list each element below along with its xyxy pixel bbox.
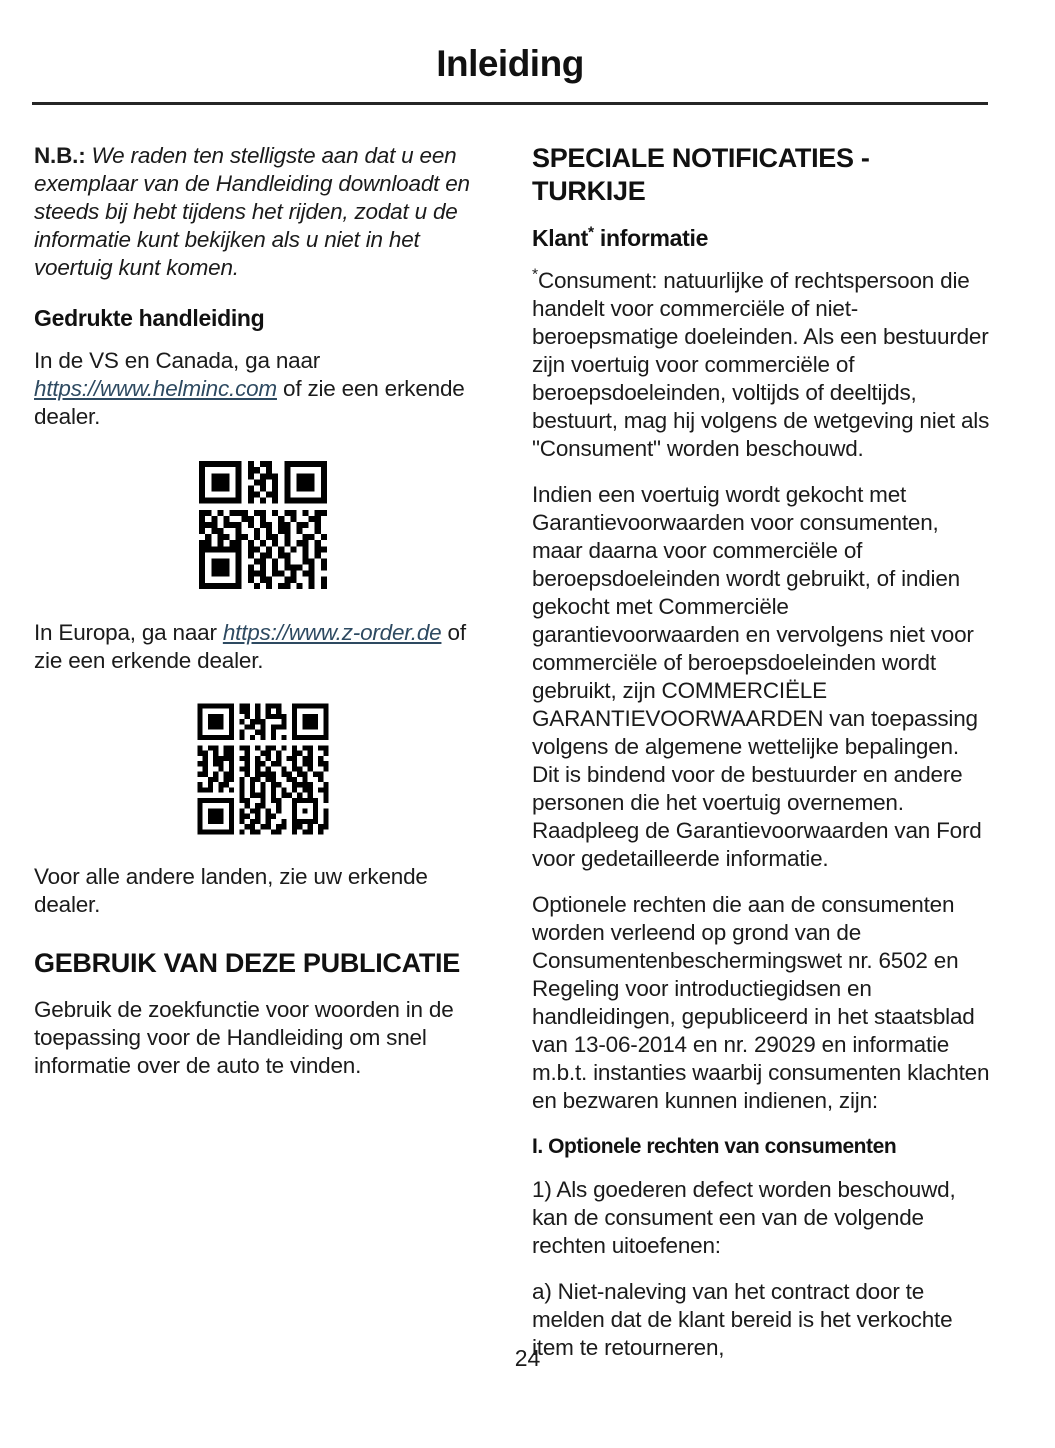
us-canada-text-before: In de VS en Canada, ga naar	[34, 348, 321, 373]
content-columns	[34, 142, 990, 1380]
customer-info-heading-before: Klant	[532, 225, 589, 251]
page-title: Inleiding	[436, 43, 584, 84]
special-notices-heading: SPECIALE NOTIFICATIES - TURKIJE	[532, 143, 870, 206]
qr-code-helminc-icon	[187, 449, 339, 601]
europe-text-after: of zie een erkende dealer.	[34, 620, 466, 673]
optional-rights-paragraph: Optionele rechten die aan de consumenten worden verleend op grond van de Consumentenbeschermingswet nr. 6502 en Regeling voor introductiegidsen en handleidingen, gepubliceerd in het staatsblad van 13-06-2014 en nr. 29029 en informatie m.b.t. instanties waarbij consumenten klachten en bezwaren kunnen indienen, zijn:	[532, 892, 990, 1113]
asterisk-marker: *	[588, 224, 594, 242]
asterisk-footnote-marker: *	[532, 266, 538, 284]
other-countries-paragraph: Voor alle andere landen, zie uw erkende dealer.	[34, 864, 428, 917]
z-order-link[interactable]: https://www.z-order.de	[222, 620, 442, 645]
qr-code-helminc-container	[34, 449, 492, 601]
usage-heading: GEBRUIK VAN DEZE PUBLICATIE	[34, 948, 460, 978]
customer-info-heading-after: informatie	[593, 225, 709, 251]
note-text: We raden ten stelligste aan dat u een exemplaar van de Handleiding downloadt en steeds bij hebt tijdens het rijden, zodat u de informatie kunt bekijken als u niet in het voertuig kunt komen.	[34, 143, 470, 280]
list-item-1: 1) Als goederen defect worden beschouwd, kan de consument een van de volgende rechten uitoefenen:	[532, 1177, 956, 1258]
list-item-a: a) Niet-naleving van het contract door te melden dat de klant bereid is het verkochte item te retourneren,	[532, 1279, 953, 1360]
warranty-paragraph: Indien een voertuig wordt gekocht met Garantievoorwaarden voor consumenten, maar daarna voor commerciële of beroepsdoeleinden wordt gebruikt, of indien gekocht met Commerciële garantievoorwaarden en vervolgens niet voor commerciële of beroepsdoeleinden wordt gebruikt, zijn COMMERCIËLE GARANTIEVOORWAARDEN van toepassing volgens de algemene wettelijke bepalingen. Dit is bindend voor de bestuurder en andere personen die het voertuig overnemen. Raadpleeg de Garantievoorwaarden van Ford voor gedetailleerde informatie.	[532, 482, 982, 871]
europe-text-before: In Europa, ga naar	[34, 620, 223, 645]
printed-manual-heading: Gedrukte handleiding	[34, 305, 265, 331]
helminc-link[interactable]: https://www.helminc.com	[34, 376, 277, 401]
note-paragraph	[34, 142, 492, 282]
consumer-definition-text: Consument: natuurlijke of rechtspersoon die handelt voor commerciële of niet-beroepsmatige doeleinden. Als een bestuurder zijn voertuig voor commerciële of beroepsdoeleinden, voltijds of deeltijds, bestuurt, mag hij volgens de wetgeving niet als "Consument" worden beschouwd.	[532, 268, 990, 461]
qr-code-z-order-icon	[187, 693, 339, 845]
usage-paragraph: Gebruik de zoekfunctie voor woorden in de toepassing voor de Handleiding om snel informatie over de auto te vinden.	[34, 997, 454, 1078]
page-footer	[0, 1345, 1055, 1372]
us-canada-text-after: of zie een erkende dealer.	[34, 376, 465, 429]
header-divider	[32, 102, 988, 105]
customer-info-heading	[532, 224, 990, 253]
page-number: 24	[514, 1345, 541, 1371]
left-column	[34, 142, 492, 1380]
page-header	[32, 44, 988, 85]
right-column	[532, 142, 990, 1380]
note-label: N.B.:	[34, 143, 86, 168]
consumer-definition-paragraph	[532, 267, 990, 463]
qr-code-z-order-container	[34, 693, 492, 845]
optional-rights-heading: I. Optionele rechten van consumenten	[532, 1135, 897, 1158]
us-canada-paragraph	[34, 347, 492, 431]
europe-paragraph	[34, 619, 492, 675]
